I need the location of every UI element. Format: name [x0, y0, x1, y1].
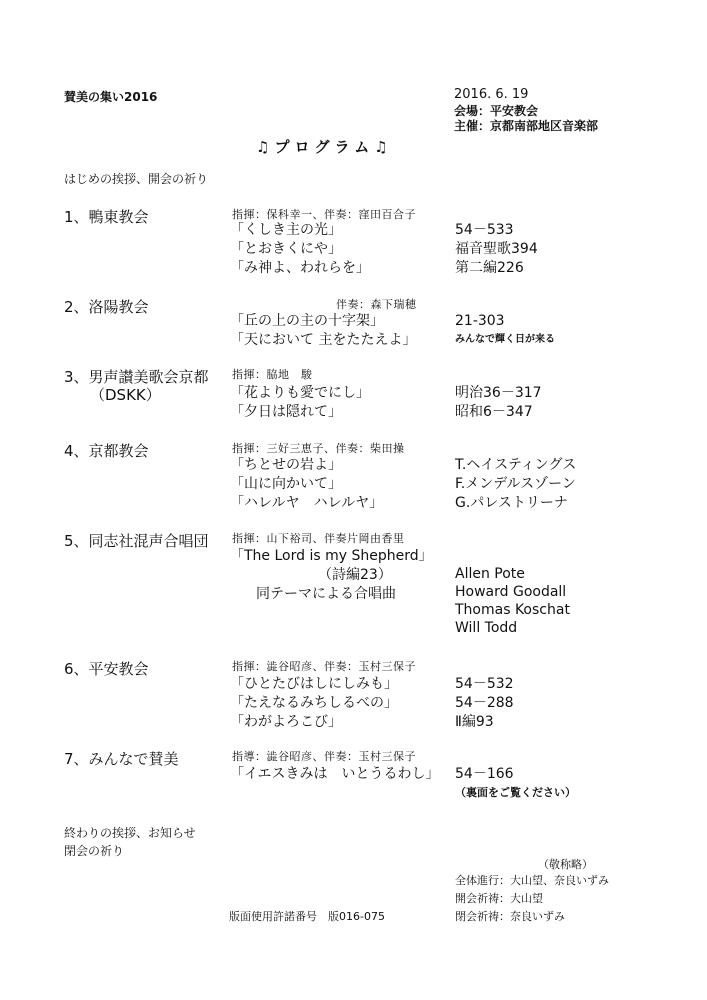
song-title: 「ハレルヤ ハレルヤ」: [230, 495, 384, 511]
composer-name: T.ヘイスティングス: [455, 457, 577, 473]
director-credit: 指揮：三好三恵子、伴奏：柴田操: [232, 442, 405, 455]
hymn-reference: 54－166: [455, 766, 514, 782]
composer-name: Thomas Koschat: [455, 602, 570, 618]
song-title: 「くしき主の光」: [230, 222, 342, 238]
director-credit: 指揮：脇地 駿: [232, 368, 313, 381]
role-credit: 閉会祈祷：奈良いずみ: [455, 910, 565, 923]
hymn-reference: みんなで輝く日が来る: [455, 334, 555, 345]
song-title: 「夕日は隠れて」: [230, 404, 342, 420]
role-credit: 開会祈祷：大山望: [455, 892, 543, 905]
song-title: 「天において 主をたたえよ」: [230, 332, 417, 348]
song-title: 「ちとせの岩よ」: [230, 457, 342, 473]
role-credit: 全体進行：大山望、奈良いずみ: [455, 874, 609, 887]
opening-text: はじめの挨拶、開会の祈り: [64, 172, 209, 186]
director-credit: 指揮：澁谷昭彦、伴奏：玉村三保子: [232, 660, 416, 673]
license-number: 版面使用許諾番号 版016-075: [229, 910, 385, 923]
composer-name: Allen Pote: [455, 566, 525, 582]
church-name: 2、洛陽教会: [64, 298, 149, 316]
song-title: 「丘の上の主の十字架」: [230, 313, 384, 329]
director-credit: 指導：澁谷昭彦、伴奏：玉村三保子: [232, 750, 416, 763]
composer-name: G.パレストリーナ: [455, 495, 568, 511]
back-page-note: （裏面をご覧ください）: [455, 786, 576, 799]
event-date: 2016. 6. 19: [454, 87, 529, 102]
director-credit: 指揮：山下裕司、伴奏片岡由香里: [232, 532, 405, 545]
song-title: 「たえなるみちしるべの」: [230, 695, 398, 711]
closing-text: 終わりの挨拶、お知らせ: [64, 826, 196, 840]
song-title: 「花よりも愛でにし」: [230, 385, 370, 401]
closing-prayer: 閉会の祈り: [64, 844, 125, 858]
church-name: 7、みんなで賛美: [64, 750, 179, 768]
composer-name: Howard Goodall: [455, 584, 567, 600]
event-host: 主催：京都南部地区音楽部: [454, 119, 599, 133]
church-name: 1、鴨東教会: [64, 208, 149, 226]
song-subtitle: （詩編23）: [318, 567, 392, 583]
director-credit: 伴奏：森下瑞穂: [336, 298, 417, 311]
program-title: ♫プログラム♫: [256, 138, 393, 156]
composer-name: Will Todd: [455, 620, 518, 636]
hymn-reference: 54－288: [455, 695, 514, 711]
church-subname: （DSKK）: [90, 386, 161, 404]
honorific-note: （敬称略）: [538, 858, 593, 871]
church-name: 4、京都教会: [64, 442, 149, 460]
hymn-reference: 明治36－317: [455, 385, 542, 401]
hymn-reference: 54－532: [455, 676, 514, 692]
composer-name: F.メンデルスゾーン: [455, 476, 576, 492]
song-title: 「み神よ、われらを」: [230, 260, 370, 276]
church-name: 6、平安教会: [64, 660, 149, 678]
hymn-reference: 54－533: [455, 222, 514, 238]
church-name: 5、同志社混声合唱団: [64, 532, 209, 550]
song-title: 「ひとたびはしにしみも」: [230, 676, 398, 692]
song-title: 「The Lord is my Shepherd」: [230, 548, 433, 564]
hymn-reference: 昭和6－347: [455, 404, 533, 420]
hymn-reference: Ⅱ編93: [455, 714, 494, 730]
song-title: 「山に向かいて」: [230, 476, 342, 492]
event-venue: 会場：平安教会: [454, 104, 539, 118]
hymn-reference: 第二編226: [455, 260, 524, 276]
song-title: 「とおきくにや」: [230, 241, 342, 257]
song-title: 「わがよろこび」: [230, 714, 342, 730]
hymn-reference: 福音聖歌394: [455, 241, 538, 257]
hymn-reference: 21-303: [455, 313, 505, 329]
event-title: 賛美の集い2016: [64, 90, 158, 104]
song-title: 「イエスきみは いとうるわし」: [230, 766, 440, 782]
song-title: 同テーマによる合唱曲: [256, 586, 396, 602]
church-name: 3、男声讃美歌会京都: [64, 368, 209, 386]
director-credit: 指揮：保科幸一、伴奏：窪田百合子: [232, 208, 416, 221]
